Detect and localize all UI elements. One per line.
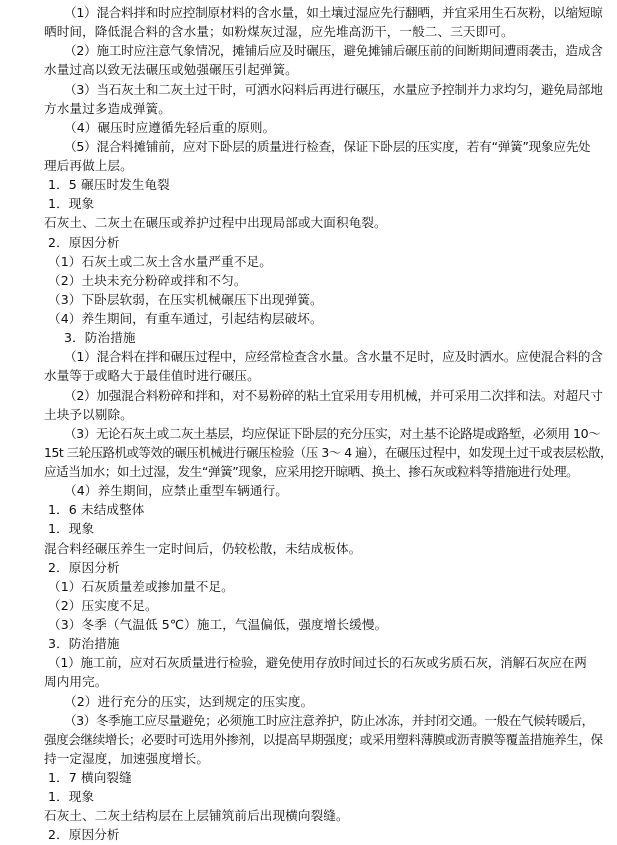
text-line: （2）加强混合料粉碎和拌和，对不易粉碎的粘土宜采用专用机械，并可采用二次拌和法。对超尺寸 [64, 388, 603, 403]
text-line: （3）无论石灰土或二灰土基层，均应保证下卧层的充分压实，对土基不论路堤或路堑，必须用 10～ [64, 426, 601, 441]
section-heading: 1．6 未结成整体 [48, 502, 145, 517]
text-line: 持一定湿度，加速强度增长。 [44, 751, 210, 766]
text-line: 方水量过多造成弹簧。 [44, 101, 171, 116]
text-line: 土块予以剔除。 [44, 407, 133, 422]
text-line: （2）施工时应注意气象情况，摊铺后应及时碾压，避免摊铺后碾压前的间断期间遭雨袭击，造成含 [64, 43, 603, 58]
text-line: （3）冬季（气温低 5℃）施工，气温偏低，强度增长缓慢。 [48, 617, 388, 632]
text-line: 石灰土、二灰土结构层在上层铺筑前后出现横向裂缝。 [44, 808, 349, 823]
subheading: 2．原因分析 [48, 235, 120, 250]
text-line: （4）养生期间，应禁止重型车辆通行。 [64, 483, 288, 498]
text-line: 理后再做上层。 [44, 158, 133, 173]
subheading: 2．原因分析 [48, 560, 120, 575]
text-line: 石灰土、二灰土在碾压或养护过程中出现局部或大面积龟裂。 [44, 215, 387, 230]
text-line: （4）碾压时应遵循先轻后重的原则。 [64, 120, 276, 135]
text-line: （3）冬季施工应尽量避免；必须施工时应注意养护，防止冰冻，并封闭交通。一般在气候转暖后， [64, 713, 594, 728]
text-line: 强度会继续增长；必要时可选用外掺剂，以提高早期强度；或采用塑料薄膜或沥青膜等覆盖措施养生，保 [44, 732, 603, 747]
text-line: （1）石灰土或二灰土含水量严重不足。 [48, 254, 272, 269]
subheading: 3．防治措施 [64, 330, 136, 345]
text-line: 周内用完。 [44, 674, 108, 689]
text-line: 应适当加水；如土过湿，发生“弹簧”现象，应采用挖开晾晒、换土、掺石灰或粒料等措施进行处理。 [44, 464, 579, 479]
text-line: （1）施工前，应对石灰质量进行检验，避免使用存放时间过长的石灰或劣质石灰，消解石灰应在两 [48, 655, 587, 670]
section-heading: 1．5 碾压时发生龟裂 [48, 177, 170, 192]
subheading: 1．现象 [48, 789, 95, 804]
text-line: 15t 三轮压路机或等效的碾压机械进行碾压检验（压 3～ 4 遍），在碾压过程中，如发现土过干或表层松散， [44, 445, 612, 460]
text-line: （4）养生期间，有重车通过，引起结构层破坏。 [48, 311, 323, 326]
text-line: （2）进行充分的压实，达到规定的压实度。 [64, 694, 314, 709]
text-line: （1）混合料拌和时应控制原材料的含水量，如土壤过湿应先行翻晒，并宜采用生石灰粉，以缩短晾 [64, 5, 603, 20]
subheading: 1．现象 [48, 196, 95, 211]
subheading: 1．现象 [48, 521, 95, 536]
subheading: 3．防治措施 [48, 636, 120, 651]
text-line: 晒时间，降低混合料的含水量；如粉煤灰过湿，应先堆高沥干，一般二、三天即可。 [44, 24, 514, 39]
text-line: 水量等于或略大于最佳值时进行碾压。 [44, 368, 260, 383]
text-line: （2）压实度不足。 [48, 598, 158, 613]
text-line: （2）土块未充分粉碎或拌和不匀。 [48, 273, 247, 288]
section-heading: 1．7 横向裂缝 [48, 770, 132, 785]
text-line: （1）石灰质量差或掺加量不足。 [48, 579, 234, 594]
text-line: （3）下卧层软弱，在压实机械碾压下出现弹簧。 [48, 292, 323, 307]
text-line: （3）当石灰土和二灰土过干时，可洒水闷料后再进行碾压，水量应予控制并力求均匀，避免局部地 [64, 82, 603, 97]
text-line: 水量过高以致无法碾压或勉强碾压引起弹簧。 [44, 62, 298, 77]
text-line: 混合料经碾压养生一定时间后，仍较松散，未结成板体。 [44, 541, 362, 556]
text-line: （1）混合料在拌和碾压过程中，应经常检查含水量。含水量不足时，应及时洒水。应使混合料的含 [64, 349, 603, 364]
text-line: （5）混合料摊铺前，应对下卧层的质量进行检查，保证下卧层的压实度，若有“弹簧”现象应先处 [64, 139, 591, 154]
subheading: 2．原因分析 [48, 827, 120, 842]
